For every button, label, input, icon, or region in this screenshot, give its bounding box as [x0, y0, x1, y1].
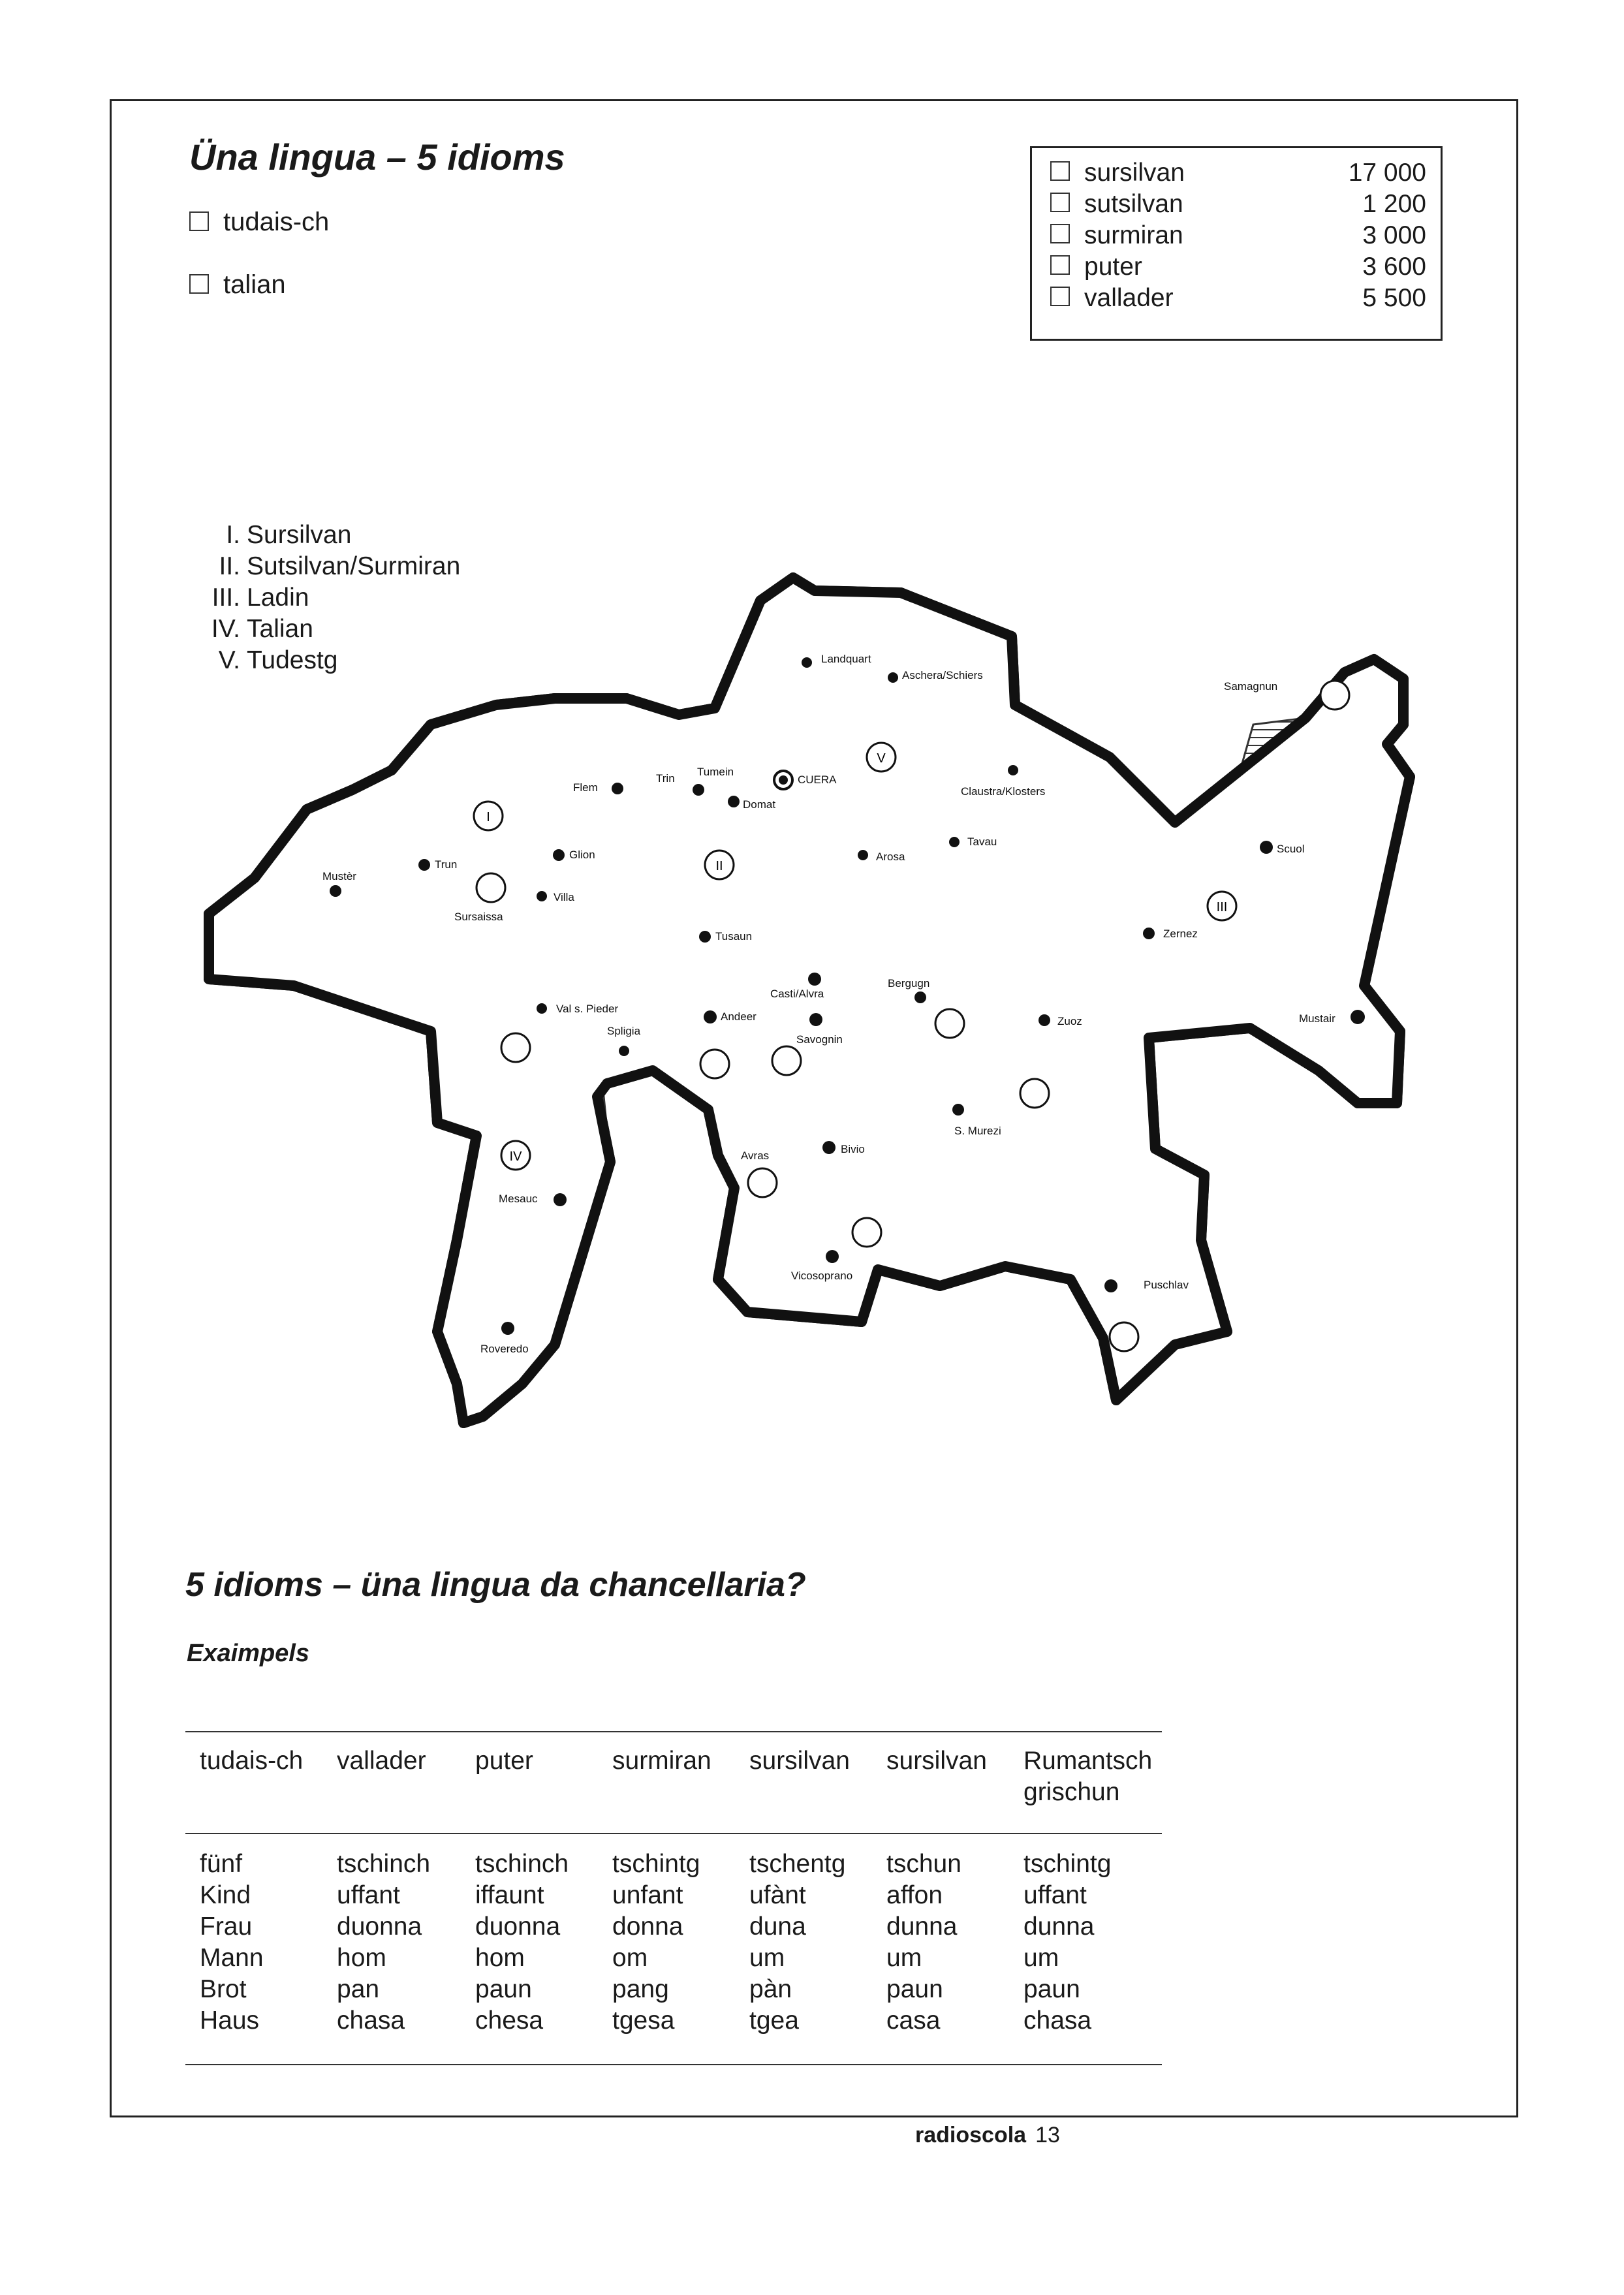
table-cell: ufànt — [749, 1881, 806, 1909]
place-mesauc: Mesauc — [499, 1193, 538, 1205]
table-rule-bottom — [185, 2064, 1162, 2065]
idiom-num: I. — [226, 521, 240, 549]
place-roveredo: Roveredo — [480, 1343, 529, 1355]
idiom-num: IV. — [211, 615, 240, 643]
place-val-s-pieder: Val s. Pieder — [556, 1003, 619, 1015]
region-marker-circle — [1020, 1079, 1049, 1108]
table-cell: Frau — [200, 1912, 253, 1941]
table-header: sursilvan — [886, 1747, 987, 1775]
table-cell: tgea — [749, 2006, 799, 2035]
table-cell: dunna — [886, 1912, 958, 1941]
table-header: vallader — [337, 1747, 426, 1775]
region-marker-circle — [748, 1168, 777, 1197]
place-muster: Mustèr — [322, 870, 356, 882]
table-cell: hom — [475, 1944, 525, 1972]
legend-count: 17 000 — [1348, 159, 1426, 187]
page-number: 13 — [1035, 2123, 1060, 2147]
table-cell: pan — [337, 1975, 380, 2003]
table-cell: om — [612, 1944, 648, 1972]
table-column-surmiran — [612, 1849, 700, 2037]
table-cell: tschintg — [1023, 1850, 1112, 1878]
legend-idiom: surmiran — [1084, 221, 1183, 249]
table-cell: duonna — [337, 1912, 422, 1941]
table-cell: um — [1023, 1944, 1059, 1972]
place-domat: Domat — [743, 798, 776, 811]
idiom-name: Sursilvan — [247, 521, 352, 549]
table-column-german — [200, 1849, 264, 2037]
region-marker-circle — [1110, 1322, 1138, 1351]
place-casti-alvra: Casti/Alvra — [770, 988, 824, 1000]
table-cell: chasa — [337, 2006, 405, 2035]
table-cell: tschinch — [337, 1850, 431, 1878]
table-cell: chasa — [1023, 2006, 1092, 2035]
region-marker-circle — [772, 1046, 801, 1075]
place-mustair: Mustair — [1299, 1012, 1335, 1025]
table-cell: donna — [612, 1912, 683, 1941]
marker-label: III — [1216, 900, 1228, 914]
place-landquart: Landquart — [821, 653, 871, 665]
legend-count: 3 600 — [1362, 253, 1426, 281]
table-cell: casa — [886, 2006, 941, 2035]
legend-idiom: sutsilvan — [1084, 190, 1183, 218]
idiom-num: II. — [219, 552, 240, 580]
place-klosters: Claustra/Klosters — [961, 785, 1046, 798]
place-trun: Trun — [435, 858, 458, 871]
place-scuol: Scuol — [1277, 843, 1305, 855]
table-cell: fünf — [200, 1850, 243, 1878]
region-marker-circle — [935, 1009, 964, 1038]
place-schiers: Aschera/Schiers — [902, 669, 983, 681]
table-column-sursilvan — [886, 1849, 961, 2037]
table-header: puter — [475, 1747, 533, 1775]
region-marker-V — [867, 743, 896, 772]
place-tavau: Tavau — [967, 835, 997, 848]
table-cell: duonna — [475, 1912, 561, 1941]
table-cell: paun — [475, 1975, 532, 2003]
place-arosa: Arosa — [876, 851, 905, 863]
idiom-name: Sutsilvan/Surmiran — [247, 552, 461, 580]
table-header: sursilvan — [749, 1747, 850, 1775]
place-andeer: Andeer — [721, 1010, 757, 1023]
table-cell: Haus — [200, 2006, 260, 2035]
table-cell: tgesa — [612, 2006, 675, 2035]
place-avras: Avras — [741, 1149, 770, 1162]
table-cell: affon — [886, 1881, 943, 1909]
idiom-name: Ladin — [247, 584, 309, 612]
place-flem: Flem — [573, 781, 598, 794]
table-header: tudais-ch — [200, 1747, 304, 1775]
table-cell: uffant — [337, 1881, 400, 1909]
place-villa: Villa — [554, 891, 574, 903]
table-cell: chesa — [475, 2006, 544, 2035]
table-cell: Mann — [200, 1944, 264, 1972]
legend-idiom: vallader — [1084, 284, 1174, 312]
marker-label: V — [877, 751, 886, 766]
section-subtitle: Exaimpels — [187, 1640, 309, 1667]
region-marker-IV — [501, 1141, 530, 1170]
legend-idiom: puter — [1084, 253, 1142, 281]
region-marker-circle — [1320, 681, 1349, 710]
region-marker-circle — [476, 873, 505, 902]
table-column-rumantsch-grischun — [1023, 1849, 1111, 2037]
place-trin: Trin — [656, 772, 675, 785]
table-cell: hom — [337, 1944, 386, 1972]
table-rule-mid — [185, 1833, 1162, 1834]
place-bergugn: Bergugn — [888, 977, 930, 990]
region-marker-I — [474, 802, 503, 830]
table-column-puter — [475, 1849, 569, 2037]
table-cell: unfant — [612, 1881, 683, 1909]
marker-label: IV — [509, 1149, 522, 1164]
region-marker-circle — [700, 1050, 729, 1078]
table-cell: uffant — [1023, 1881, 1087, 1909]
place-zernez: Zernez — [1163, 928, 1198, 940]
table-cell: paun — [886, 1975, 943, 2003]
place-sursaissa: Sursaissa — [454, 911, 503, 923]
region-marker-circle — [501, 1033, 530, 1062]
place-zuoz: Zuoz — [1057, 1015, 1082, 1027]
table-column-vallader — [337, 1849, 430, 2037]
idiom-name: Tudestg — [247, 646, 338, 674]
place-tumein: Tumein — [697, 766, 734, 778]
idiom-name: Talian — [247, 615, 313, 643]
place-cuera: CUERA — [798, 773, 837, 786]
table-cell: tschentg — [749, 1850, 846, 1878]
section-title: 5 idioms – üna lingua da chancellaria? — [185, 1566, 806, 1604]
table-cell: pàn — [749, 1975, 792, 2003]
place-s-murezi: S. Murezi — [954, 1125, 1001, 1137]
region-marker-III — [1208, 892, 1236, 920]
publication-name: radioscola — [915, 2123, 1027, 2147]
table-header: Rumantsch grischun — [1023, 1747, 1153, 1806]
region-marker-circle — [852, 1218, 881, 1247]
language-label: tudais-ch — [223, 208, 330, 236]
table-cell: Kind — [200, 1881, 251, 1909]
table-cell: tschinch — [475, 1850, 569, 1878]
table-header: surmiran — [612, 1747, 711, 1775]
legend-idiom: sursilvan — [1084, 159, 1185, 187]
marker-label: I — [486, 810, 490, 824]
place-savognin: Savognin — [796, 1033, 843, 1046]
table-column-sutsilvan — [749, 1849, 845, 2037]
legend-count: 3 000 — [1362, 221, 1426, 249]
table-cell: iffaunt — [475, 1881, 544, 1909]
idiom-num: V. — [218, 646, 240, 674]
place-samagnun: Samagnun — [1224, 680, 1278, 693]
table-cell: Brot — [200, 1975, 247, 2003]
place-puschlav: Puschlav — [1144, 1279, 1189, 1291]
place-spligia: Spligia — [607, 1025, 641, 1037]
place-bivio: Bivio — [841, 1143, 865, 1155]
idiom-num: III. — [211, 584, 240, 612]
page-footer — [915, 2123, 1060, 2148]
table-cell: dunna — [1023, 1912, 1095, 1941]
table-cell: tschun — [886, 1850, 961, 1878]
table-cell: tschintg — [612, 1850, 700, 1878]
table-cell: duna — [749, 1912, 806, 1941]
legend-count: 5 500 — [1362, 284, 1426, 312]
marker-label: II — [715, 859, 723, 873]
place-tusaun: Tusaun — [715, 930, 753, 943]
table-cell: paun — [1023, 1975, 1080, 2003]
region-marker-II — [705, 851, 734, 879]
table-cell: pang — [612, 1975, 669, 2003]
table-rule-top — [185, 1731, 1162, 1732]
language-label: talian — [223, 270, 286, 299]
place-vicosoprano: Vicosoprano — [791, 1270, 853, 1282]
table-cell: um — [749, 1944, 785, 1972]
table-cell: um — [886, 1944, 922, 1972]
place-glion: Glion — [569, 849, 595, 861]
legend-count: 1 200 — [1362, 190, 1426, 218]
page-title: Üna lingua – 5 idioms — [189, 136, 565, 178]
